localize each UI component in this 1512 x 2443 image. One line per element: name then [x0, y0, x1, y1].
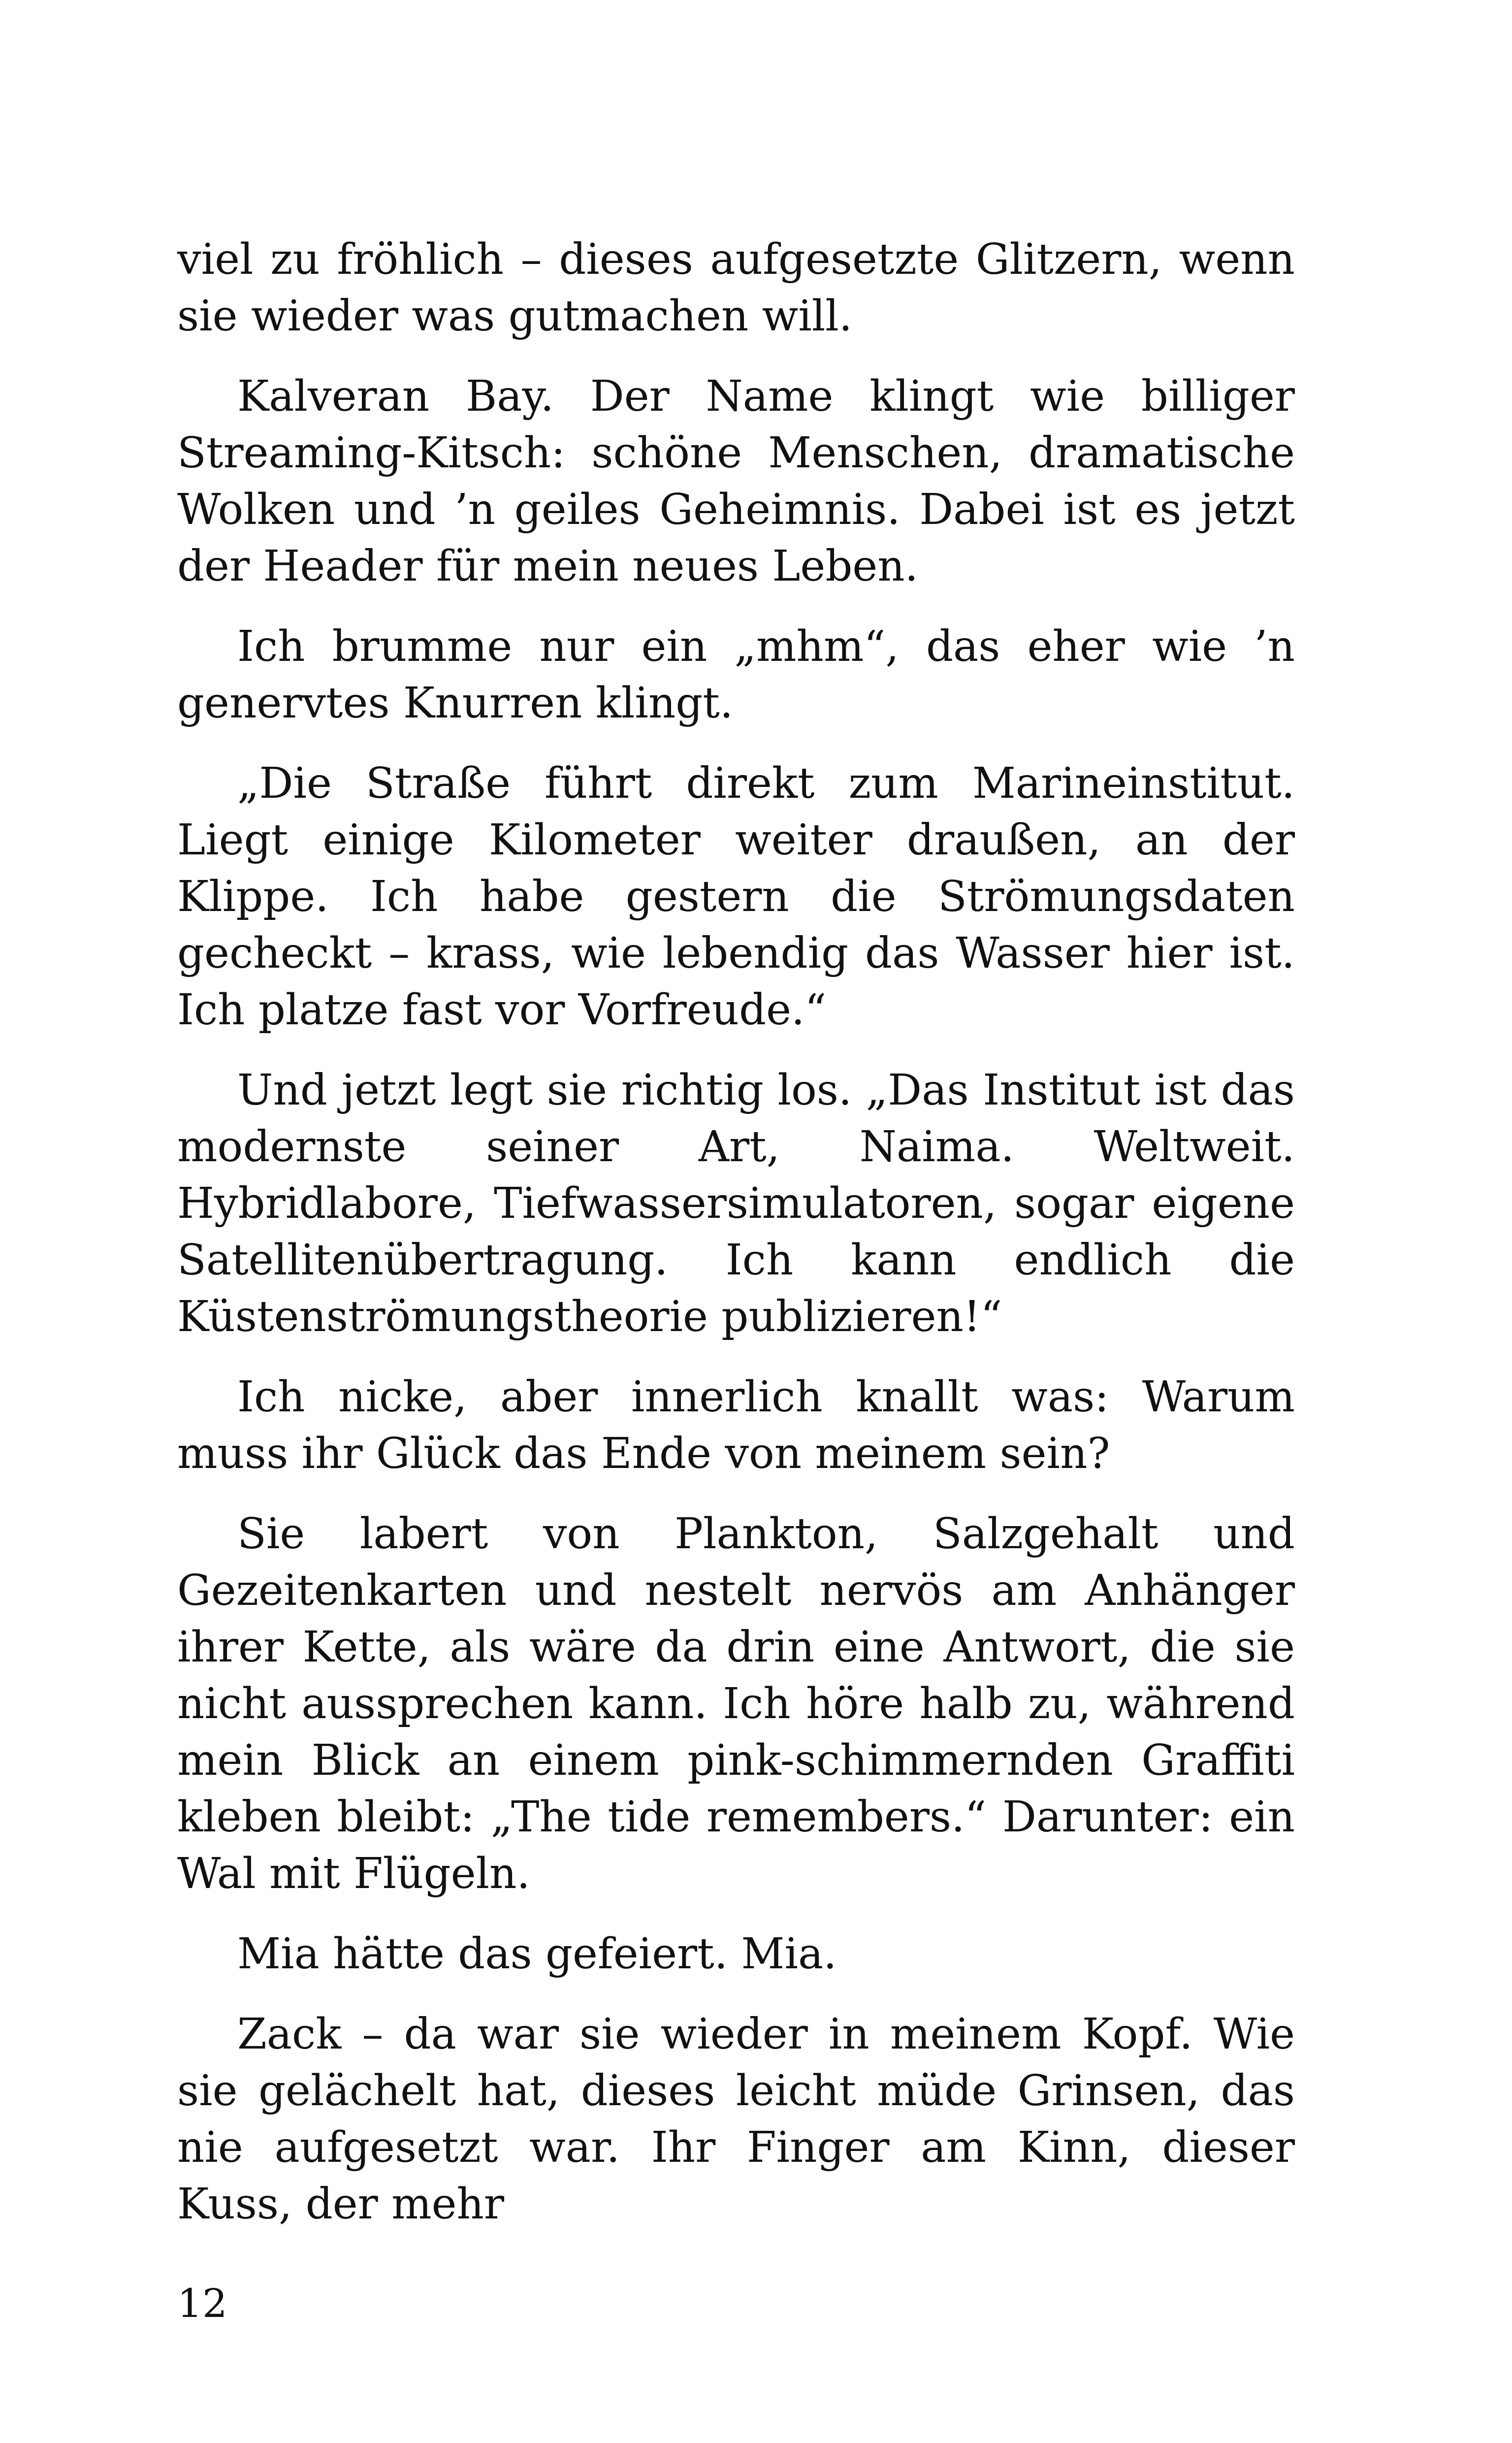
paragraph: Ich nicke, aber innerlich knallt was: Warum muss ihr Glück das Ende von meinem sein? — [177, 1372, 1295, 1478]
paragraph: viel zu fröhlich – dieses aufgesetzte Glitzern, wenn sie wieder was gutmachen will. — [177, 235, 1295, 341]
paragraph: Zack – da war sie wieder in meinem Kopf. Wie sie gelächelt hat, dieses leicht müde Grinsen, das nie aufgesetzt war. Ihr Finger am Kinn, dieser Kuss, der mehr — [177, 2010, 1295, 2229]
page-number: 12 — [177, 2280, 227, 2326]
paragraph: Mia hätte das gefeiert. Mia. — [237, 1929, 837, 1979]
paragraph: Und jetzt legt sie richtig los. „Das Institut ist das modernste seiner Art, Naima. Weltweit. Hybridlabore, Tiefwassersimulatoren, sogar eigene Satellitenübertragung. Ich kann endlich die Küstenströmungstheorie publizieren!“ — [177, 1066, 1295, 1341]
paragraph: Kalveran Bay. Der Name klingt wie billiger Streaming-Kitsch: schöne Menschen, dramatische Wolken und ’n geiles Geheimnis. Dabei ist es jetzt der Header für mein neues Leben. — [177, 372, 1295, 591]
paragraph: „Die Straße führt direkt zum Marineinstitut. Liegt einige Kilometer weiter draußen, an der Klippe. Ich habe gestern die Strömungsdaten gecheckt – krass, wie lebendig das Wasser hier ist. Ich platze fast vor Vorfreude.“ — [177, 759, 1295, 1035]
paragraph: Ich brumme nur ein „mhm“, das eher wie ’n genervtes Knurren klingt. — [177, 622, 1295, 728]
body-text — [177, 231, 1295, 2256]
paragraph: Sie labert von Plankton, Salzgehalt und Gezeitenkarten und nestelt nervös am Anhänger ihrer Kette, als wäre da drin eine Antwort, die sie nicht aussprechen kann. Ich höre halb zu, während mein Blick an einem pink-schimmernden Graffiti kleben bleibt: „The tide remembers.“ Darunter: ein Wal mit Flügeln. — [177, 1509, 1295, 1898]
